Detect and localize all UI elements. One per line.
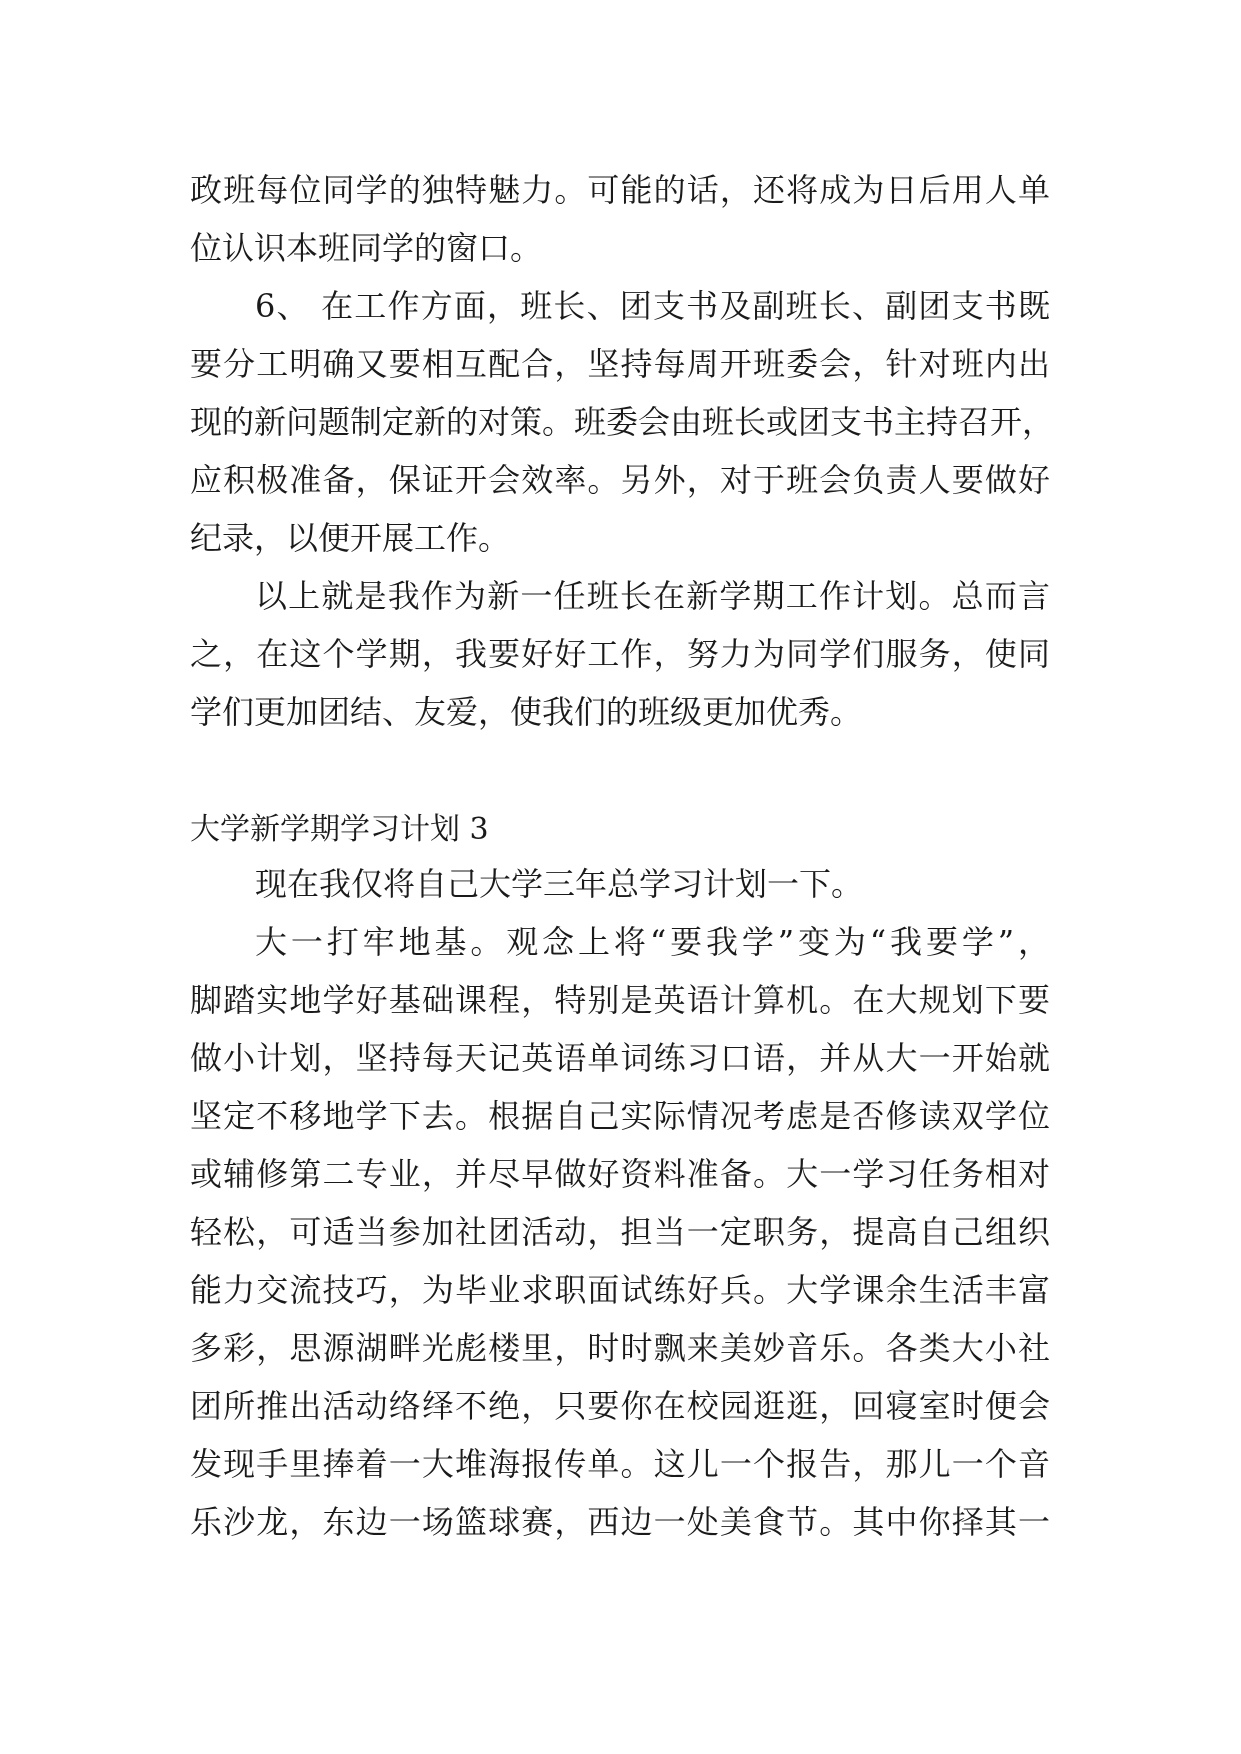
paragraph-6-line: 纪录，以便开展工作。 [190,519,511,557]
year1-line: 能力交流技巧，为毕业求职面试练好兵。大学课余生活丰富 [190,1271,1050,1309]
text-line: 位认识本班同学的窗口。 [190,229,543,267]
paragraph-6-line: 6、 在工作方面，班长、团支书及副班长、副团支书既 [255,287,1050,325]
year1-line: 多彩，思源湖畔光彪楼里，时时飘来美妙音乐。各类大小社 [190,1329,1050,1367]
summary-line: 之，在这个学期，我要好好工作，努力为同学们服务，使同 [190,635,1050,673]
text-line: 政班每位同学的独特魅力。可能的话，还将成为日后用人单 [190,171,1050,209]
year1-line: 乐沙龙，东边一场篮球赛，西边一处美食节。其中你择其一 [190,1503,1050,1541]
year1-line: 大一打牢地基。观念上将“要我学”变为“我要学”， [255,923,1050,961]
paragraph-6-line: 应积极准备，保证开会效率。另外，对于班会负责人要做好 [190,461,1050,499]
year1-line: 做小计划，坚持每天记英语单词练习口语，并从大一开始就 [190,1039,1050,1077]
summary-line: 学们更加团结、友爱，使我们的班级更加优秀。 [190,693,863,731]
intro-line: 现在我仅将自己大学三年总学习计划一下。 [255,865,864,903]
year1-line: 团所推出活动络绎不绝，只要你在校园逛逛，回寝室时便会 [190,1387,1050,1425]
year1-line: 脚踏实地学好基础课程，特别是英语计算机。在大规划下要 [190,981,1050,1019]
year1-line: 轻松，可适当参加社团活动，担当一定职务，提高自己组织 [190,1213,1050,1251]
year1-line: 发现手里捧着一大堆海报传单。这儿一个报告，那儿一个音 [190,1445,1050,1483]
section-title: 大学新学期学习计划 3 [190,812,489,847]
year1-line: 坚定不移地学下去。根据自己实际情况考虑是否修读双学位 [190,1097,1050,1135]
year1-line: 或辅修第二专业，并尽早做好资料准备。大一学习任务相对 [190,1155,1050,1193]
paragraph-6-line: 要分工明确又要相互配合，坚持每周开班委会，针对班内出 [190,345,1050,383]
paragraph-6-line: 现的新问题制定新的对策。班委会由班长或团支书主持召开， [190,403,1055,441]
summary-line: 以上就是我作为新一任班长在新学期工作计划。总而言 [255,577,1050,615]
